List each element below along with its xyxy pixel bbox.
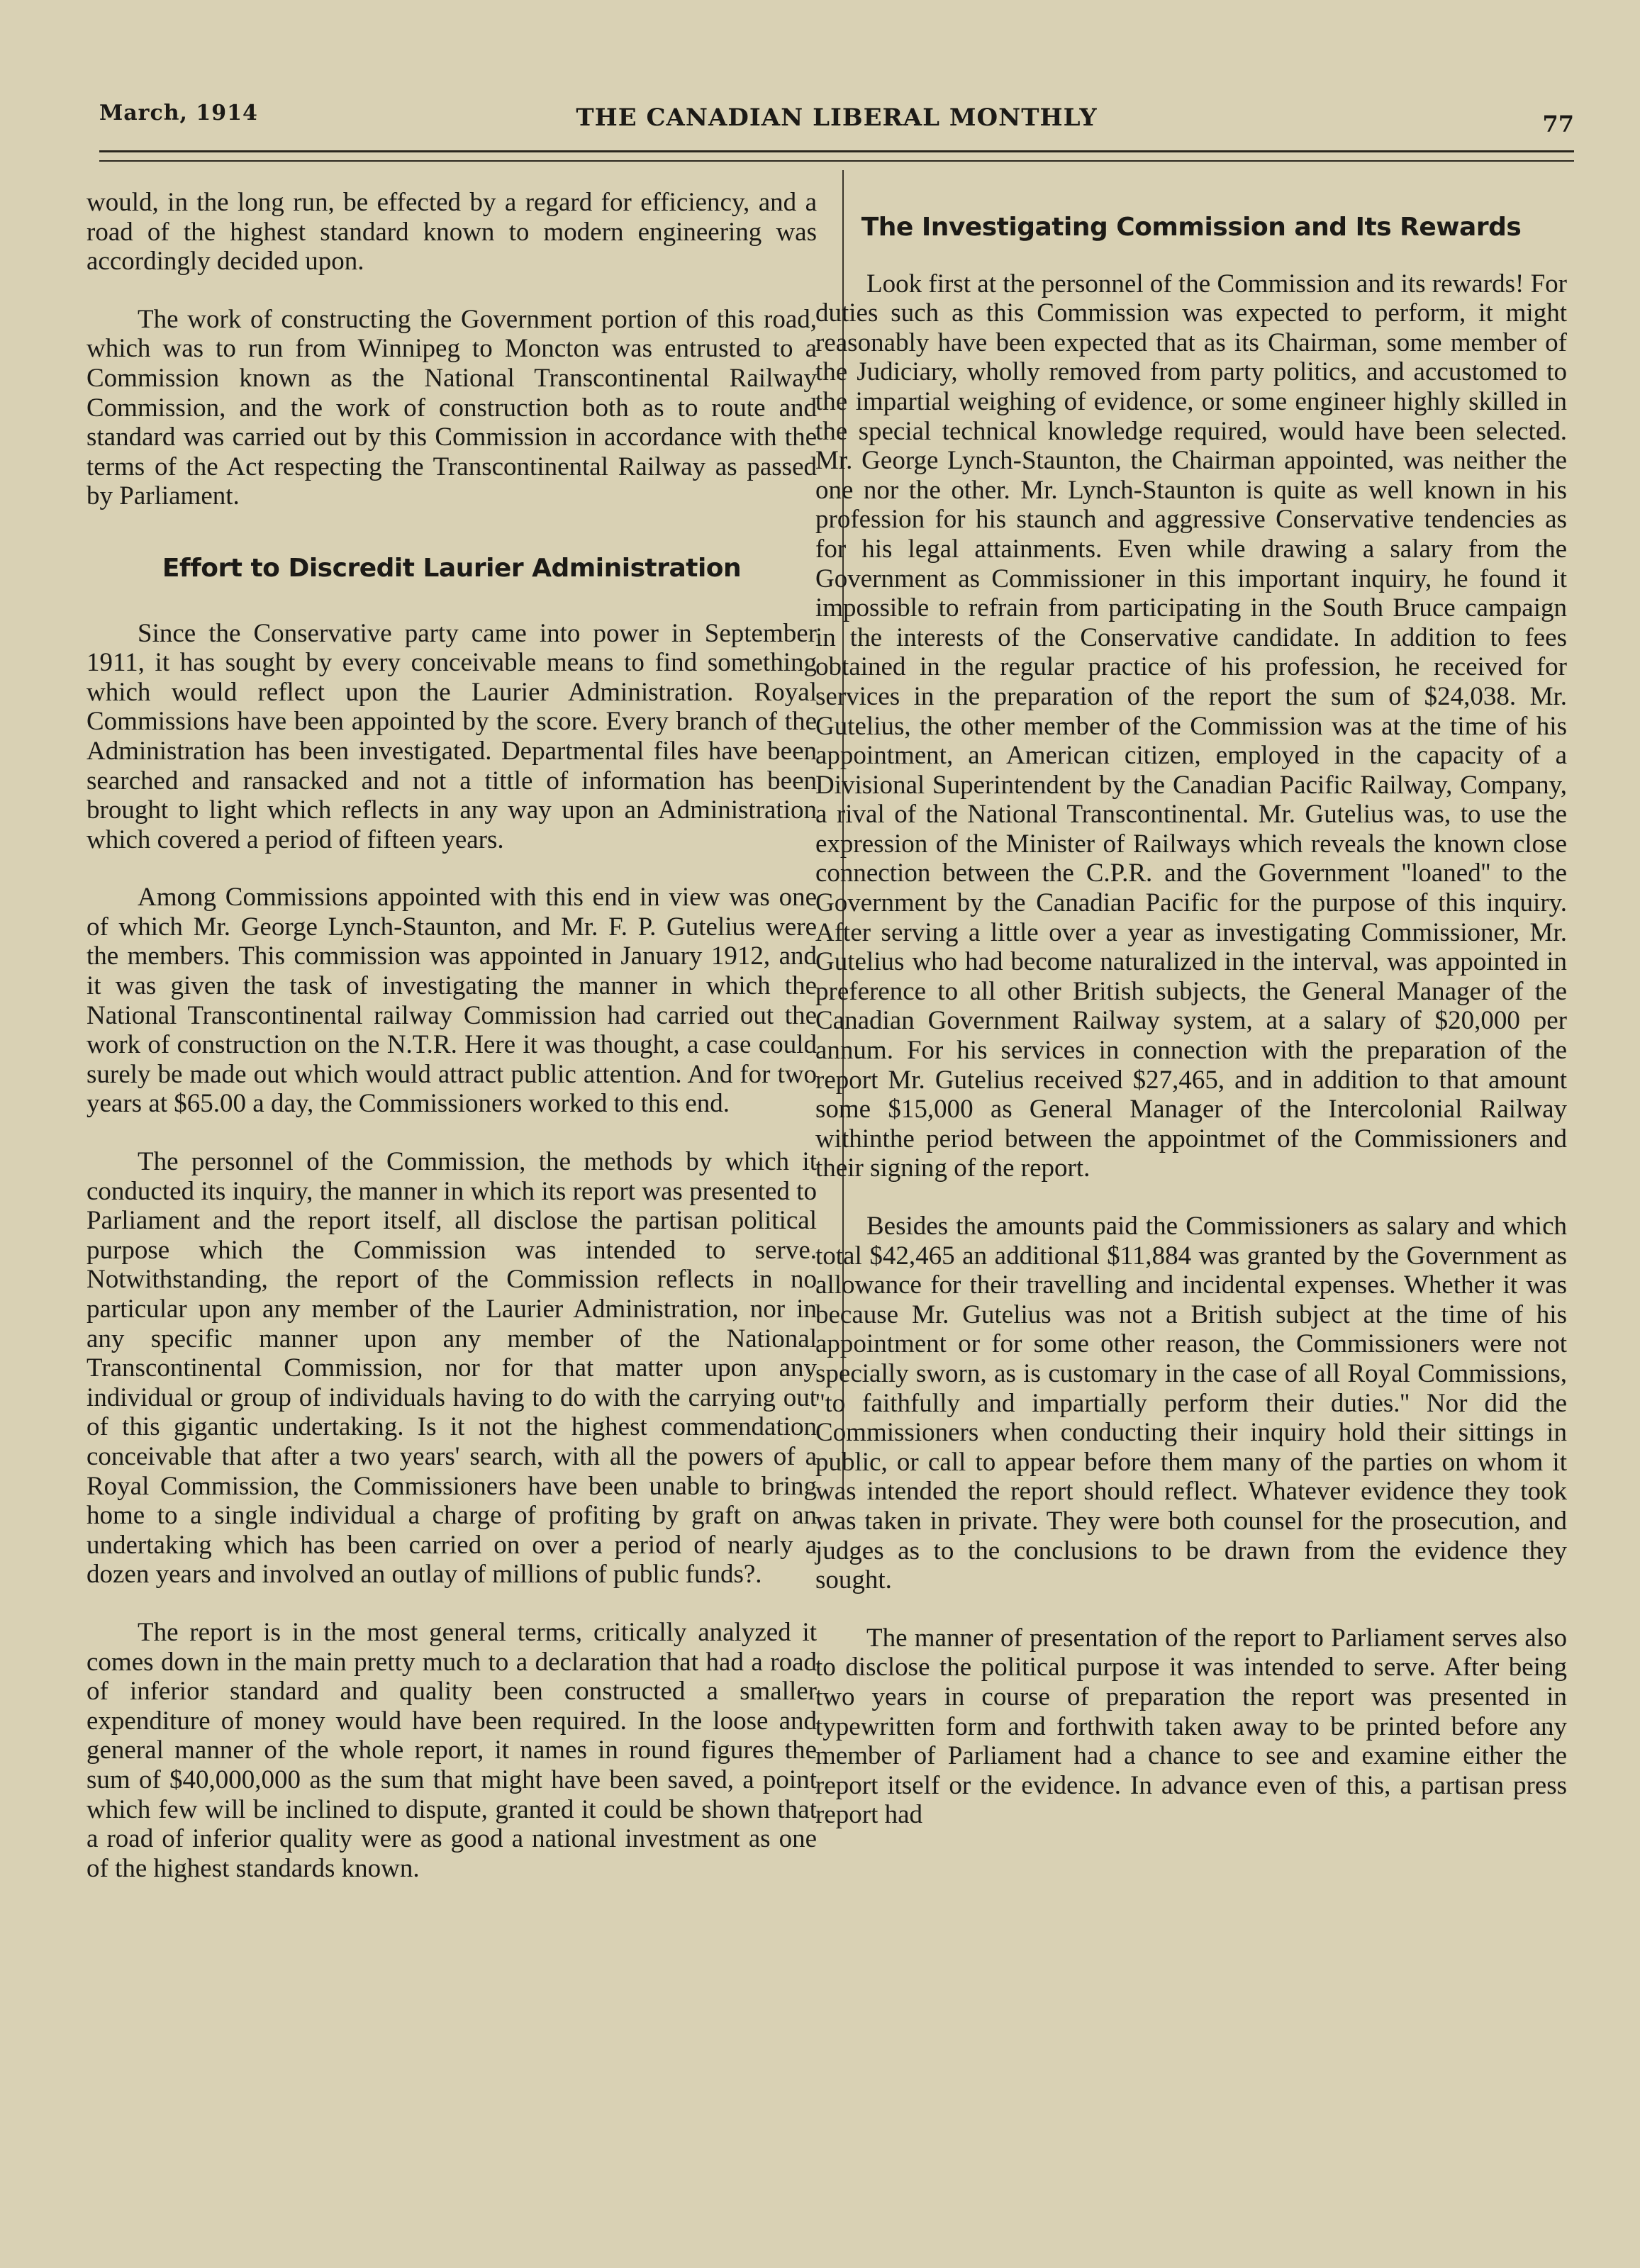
header-rule-top: [99, 150, 1574, 152]
paragraph: The manner of presentation of the report to Parliament serves also to disclose the political purpose it was intended to serve. After being two years in course of preparation the report was presented in typewritten form and forthwith taken away to be printed before any member of Parliament had a chance to see and examine either the report itself or the evidence. In advance even of this, a partisan press report had: [815, 1623, 1567, 1830]
paragraph: The work of constructing the Government portion of this road, which was to run from Winnipeg to Moncton was entrusted to a Commission known as the National Transcontinental Railway Commission, and the work of construction both as to route and standard was carried out by this Commission in accordance with the terms of the Act respecting the Transcontinental Railway as passed by Parliament.: [87, 304, 817, 511]
header-rule-bottom: [99, 160, 1574, 162]
right-column: [815, 213, 1567, 1858]
paragraph: Among Commissions appointed with this end in view was one of which Mr. George Lynch-Staunton, and Mr. F. P. Gutelius were the members. This commission was appointed in January 1912, and it was given the task of investigating the manner in which the National Transcontinental railway Commission had carried out the work of construction on the N.T.R. Here it was thought, a case could surely be made out which would attract public attention. And for two years at $65.00 a day, the Commissioners worked to this end.: [87, 883, 817, 1119]
paragraph: The report is in the most general terms, critically analyzed it comes down in the main pretty much to a declaration that had a road of inferior standard and quality been constructed a smaller expenditure of money would have been required. In the loose and general manner of the whole report, it names in round figures the sum of $40,000,000 as the sum that might have been saved, a point which few will be inclined to dispute, granted it could be shown that a road of inferior quality were as good a national investment as one of the highest standards known.: [87, 1617, 817, 1883]
paragraph: would, in the long run, be effected by a regard for efficiency, and a road of the highest standard known to modern engineering was accordingly decided upon.: [87, 188, 817, 276]
paragraph: The personnel of the Commission, the methods by which it conducted its inquiry, the manner in which its report was presented to Parliament and the report itself, all disclose the partisan political purpose which the Commission was intended to serve. Notwithstanding, the report of the Commission reflects in no particular upon any member of the Laurier Administration, nor in any specific manner upon any member of the National Transcontinental Commission, nor for that matter upon any individual or group of individuals having to do with the carrying out of this gigantic undertaking. Is it not the highest commendation conceivable that after a two years' search, with all the powers of a Royal Commission, the Commissioners have been unable to bring home to a single individual a charge of profiting by graft on an undertaking which has been carried on over a period of nearly a dozen years and involved an outlay of millions of public funds?.: [87, 1147, 817, 1590]
section-heading: The Investigating Commission and Its Rewards: [861, 213, 1522, 242]
section-heading: Effort to Discredit Laurier Administration: [162, 553, 742, 583]
publication-title: THE CANADIAN LIBERAL MONTHLY: [576, 104, 1098, 132]
issue-date: March, 1914: [99, 101, 258, 125]
paragraph: Besides the amounts paid the Commissioners as salary and which total $42,465 an additional $11,884 was granted by the Government as allowance for their travelling and incidental expenses. Whether it was because Mr. Gutelius was not a British subject at the time of his appointment or for some other reason, the Commissioners were not specially sworn, as is customary in the case of all Royal Commissions, ''to faithfully and impartially perform their duties.'' Nor did the Commissioners when conducting their inquiry hold their sittings in public, or call to appear before them many of the parties on whom it was intended the report should reflect. Whatever evidence they took was taken in private. They were both counsel for the prosecution, and judges as to the conclusions to be drawn from the evidence they sought.: [815, 1212, 1567, 1595]
paragraph: Since the Conservative party came into power in September 1911, it has sought by every conceivable means to find something which would reflect upon the Laurier Administration. Royal Commissions have been appointed by the score. Every branch of the Administration has been investigated. Departmental files have been searched and ransacked and not a tittle of information has been brought to light which reflects in any way upon an Administration which covered a period of fifteen years.: [87, 618, 817, 854]
left-column: [87, 188, 817, 1911]
running-header: [99, 92, 1574, 142]
paragraph: Look first at the personnel of the Commission and its rewards! For duties such as this Commission was expected to perform, it might reasonably have been expected that as its Chairman, some member of the Judiciary, wholly removed from party politics, and accustomed to the impartial weighing of evidence, or some engineer highly skilled in the special technical knowledge required, would have been selected. Mr. George Lynch-Staunton, the Chairman appointed, was neither the one nor the other. Mr. Lynch-Staunton is quite as well known in his profession for his staunch and aggressive Conservative tendencies as for his legal attainments. Even while drawing a salary from the Government as Commissioner in this important inquiry, he found it impossible to refrain from participating in the South Bruce campaign in the interests of the Conservative candidate. In addition to fees obtained in the regular practice of his profession, he received for services in the preparation of the report the sum of $24,038. Mr. Gutelius, the other member of the Commission was at the time of his appointment, an American citizen, employed in the capacity of a Divisional Superintendent by the Canadian Pacific Railway, Company, a rival of the National Transcontinental. Mr. Gutelius was, to use the expression of the Minister of Railways which reveals the known close connection between the C.P.R. and the Government ''loaned'' to the Government by the Canadian Pacific for the purpose of this inquiry. After serving a little over a year as investigating Commissioner, Mr. Gutelius who had become naturalized in the interval, was appointed in preference to all other British subjects, the General Manager of the Canadian Government Railway system, at a salary of $20,000 per annum. For his services in connection with the preparation of the report Mr. Gutelius received $27,465, and in addition to that amount some $15,000 as General Manager of the Intercolonial Railway withinthe period between the appointmet of the Commissioners and their signing of the report.: [815, 269, 1567, 1183]
page-number: 77: [1542, 111, 1574, 138]
